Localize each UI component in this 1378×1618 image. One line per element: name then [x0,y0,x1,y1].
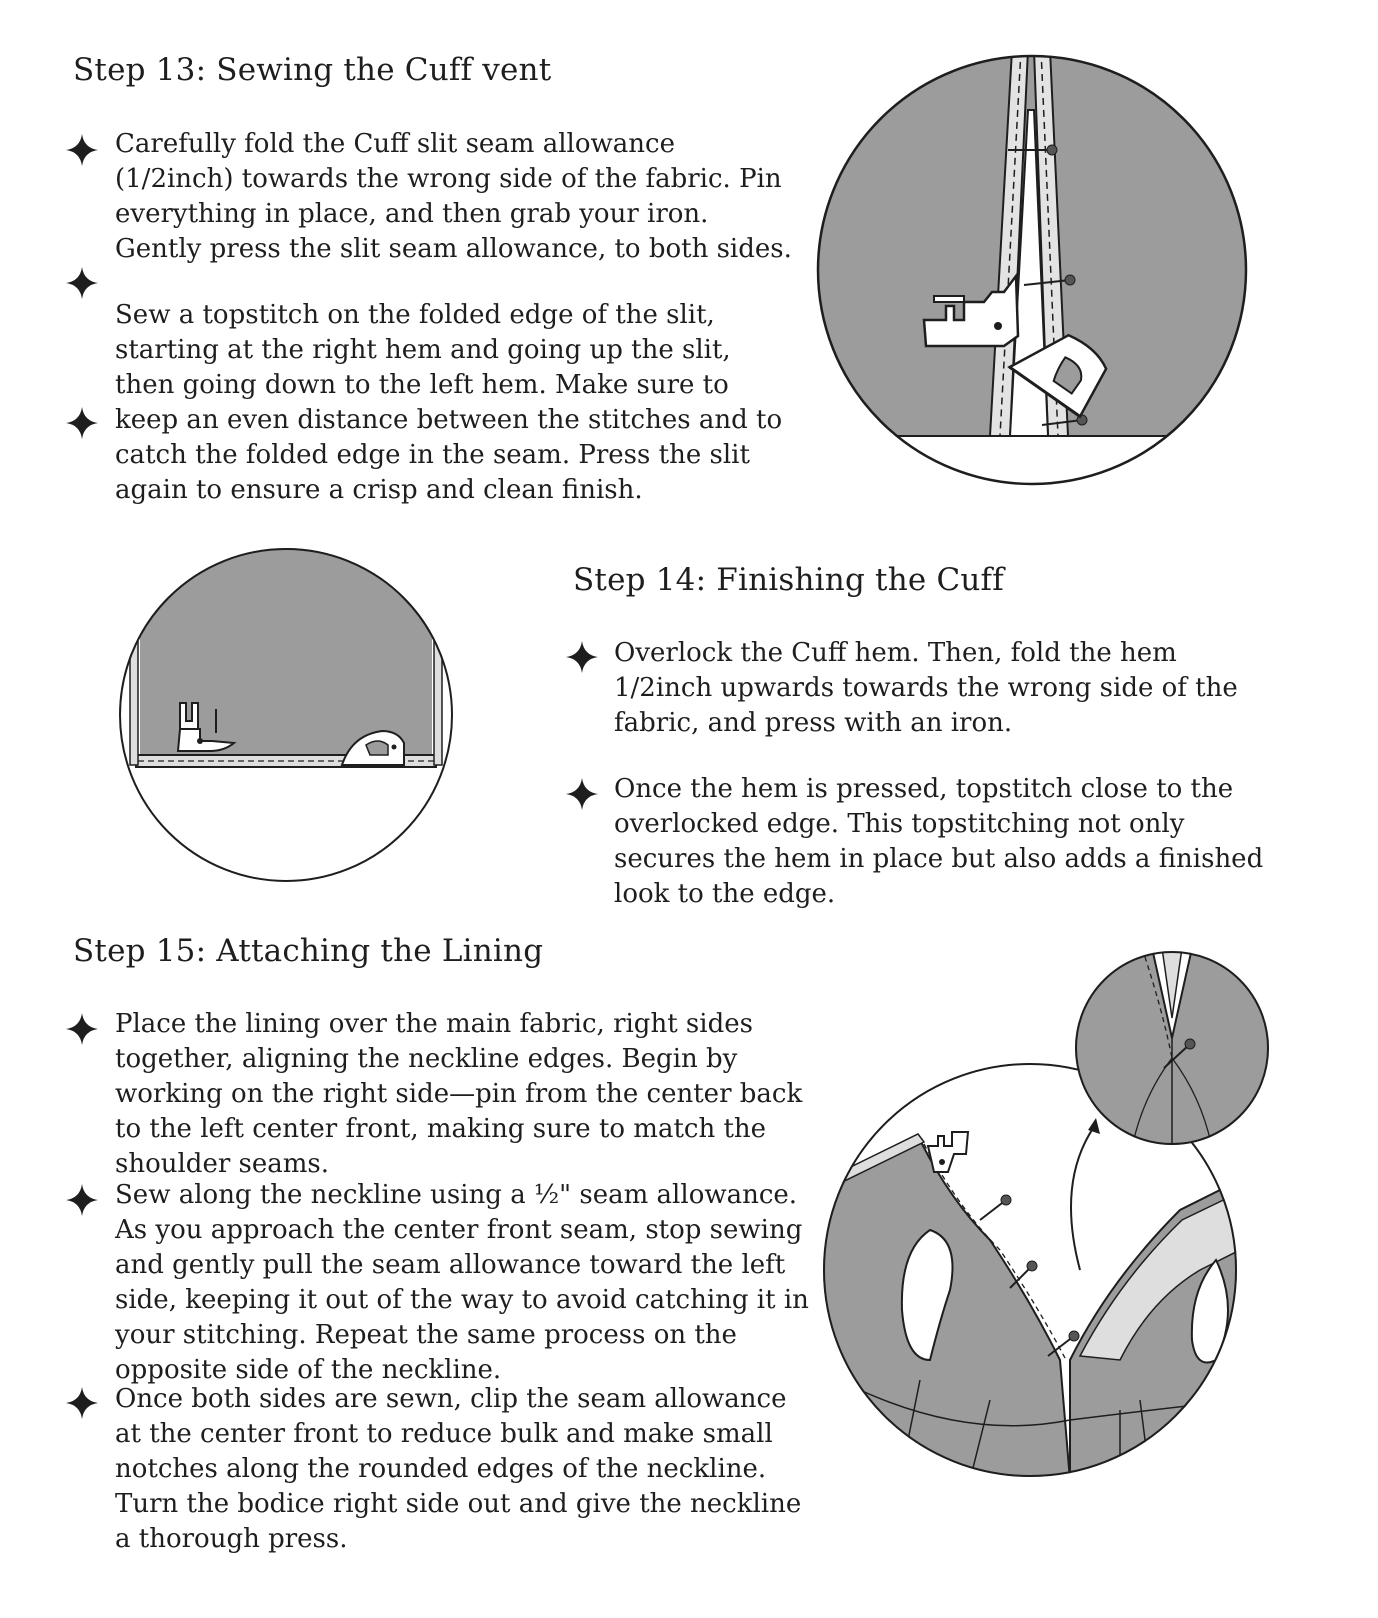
star-bullet-icon [66,1387,98,1419]
star-bullet-icon [566,778,598,810]
star-bullet-icon [66,1184,98,1216]
step13-title: Step 13: Sewing the Cuff vent [73,52,552,88]
step15-item-1: Place the lining over the main fabric, right sides together, aligning the neckline edges. Begin by working on the right side—pin from the center back to the left center front, making sure to match the shoulder seams. [115,1009,803,1179]
step14-item-1: Overlock the Cuff hem. Then, fold the hem 1/2inch upwards towards the wrong side of the fabric, and press with an iron. [614,638,1238,738]
cuff-hem-illustration [116,545,456,885]
star-bullet-icon [66,1013,98,1045]
step15-item-3: Once both sides are sewn, clip the seam allowance at the center front to reduce bulk and make small notches along the rounded edges of the neckline. Turn the bodice right side out and give the neckline a thorough press. [115,1384,802,1554]
step15-title: Step 15: Attaching the Lining [73,933,544,969]
star-bullet-icon [566,641,598,673]
step14-item-2: Once the hem is pressed, topstitch close to the overlocked edge. This topstitching not only secures the hem in place but also adds a finished look to the edge. [614,774,1264,909]
step13-item-2: Sew a topstitch on the folded edge of the slit, starting at the right hem and going up the slit, then going down to the left hem. Make sure to keep an even distance between the stitches and to catch the folded edge in the seam. Press the slit again to ensure a crisp and clean finish. [115,300,783,505]
star-bullet-icon [66,407,98,439]
step14-title: Step 14: Finishing the Cuff [573,562,1004,598]
star-bullet-icon [66,267,98,299]
cuff-vent-illustration [812,50,1252,490]
step15-item-2: Sew along the neckline using a ½" seam allowance. As you approach the center front seam, stop sewing and gently pull the seam allowance toward the left side, keeping it out of the way to avoid catching it in your stitching. Repeat the same process on the opposite side of the neckline. [115,1180,809,1385]
step13-item-1: Carefully fold the Cuff slit seam allowance (1/2inch) towards the wrong side of the fabric. Pin everything in place, and then grab your iron. Gently press the slit seam allowance, to both sides. [115,129,792,264]
neckline-zoom-illustration [1072,948,1272,1148]
star-bullet-icon [66,134,98,166]
